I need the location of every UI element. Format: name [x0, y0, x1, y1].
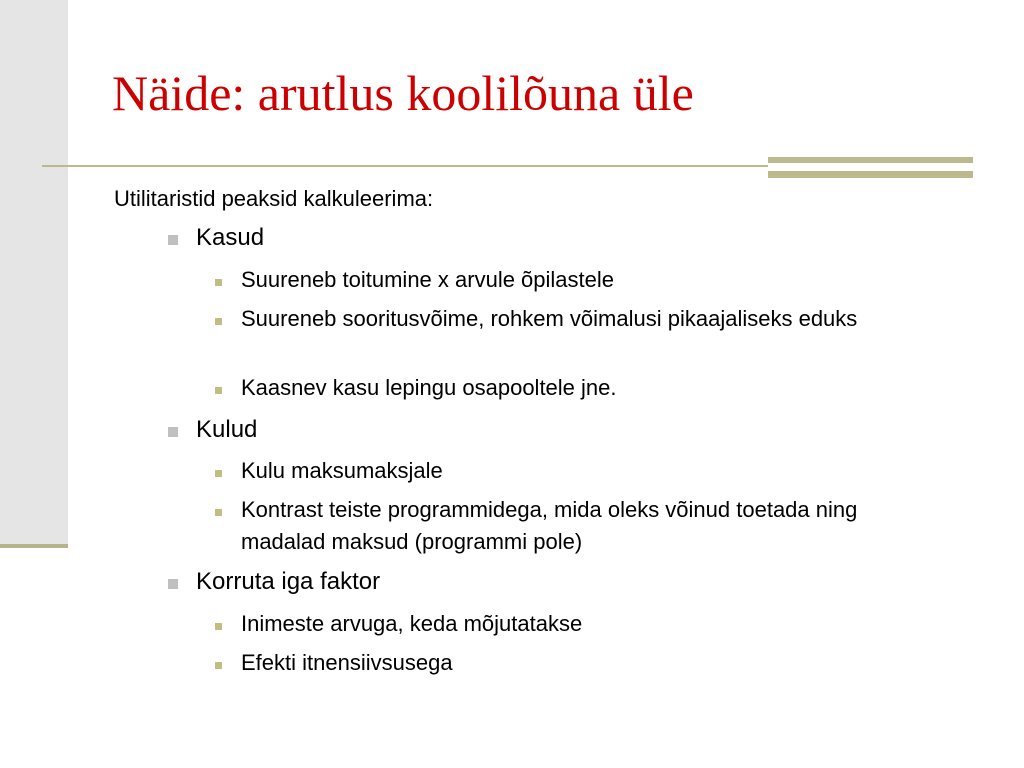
slide-title: Näide: arutlus koolilõuna üle — [112, 65, 694, 121]
bullet-square-icon — [168, 579, 178, 589]
bullet-square-icon — [215, 623, 222, 630]
section-heading-kasud: Kasud — [196, 224, 265, 251]
list-item: Kontrast teiste programmidega, mida oleks võinud toetada ning madalad maksud (programmi pole) — [241, 497, 858, 554]
bullet-square-icon — [215, 470, 222, 477]
section-heading-kulud: Kulud — [196, 416, 258, 443]
list-item: Kaasnev kasu lepingu osapooltele jne. — [241, 375, 617, 400]
bullet-square-icon — [215, 318, 222, 325]
bullet-square-icon — [215, 279, 222, 286]
bullet-square-icon — [168, 427, 178, 437]
list-item: Suureneb toitumine x arvule õpilastele — [241, 267, 615, 292]
bullet-square-icon — [215, 509, 222, 516]
list-item: Suureneb sooritusvõime, rohkem võimalusi pikaajaliseks eduks — [241, 306, 858, 331]
bullet-square-icon — [168, 235, 178, 245]
list-item: Efekti itnensiivsusega — [241, 650, 453, 675]
bullet-square-icon — [215, 387, 222, 394]
list-item: Inimeste arvuga, keda mõjutatakse — [241, 611, 583, 636]
intro-text: Utilitaristid peaksid kalkuleerima: — [114, 186, 434, 211]
section-heading-korruta: Korruta iga faktor — [196, 568, 381, 595]
list-item: Kulu maksumaksjale — [241, 458, 443, 483]
bullet-square-icon — [215, 662, 222, 669]
